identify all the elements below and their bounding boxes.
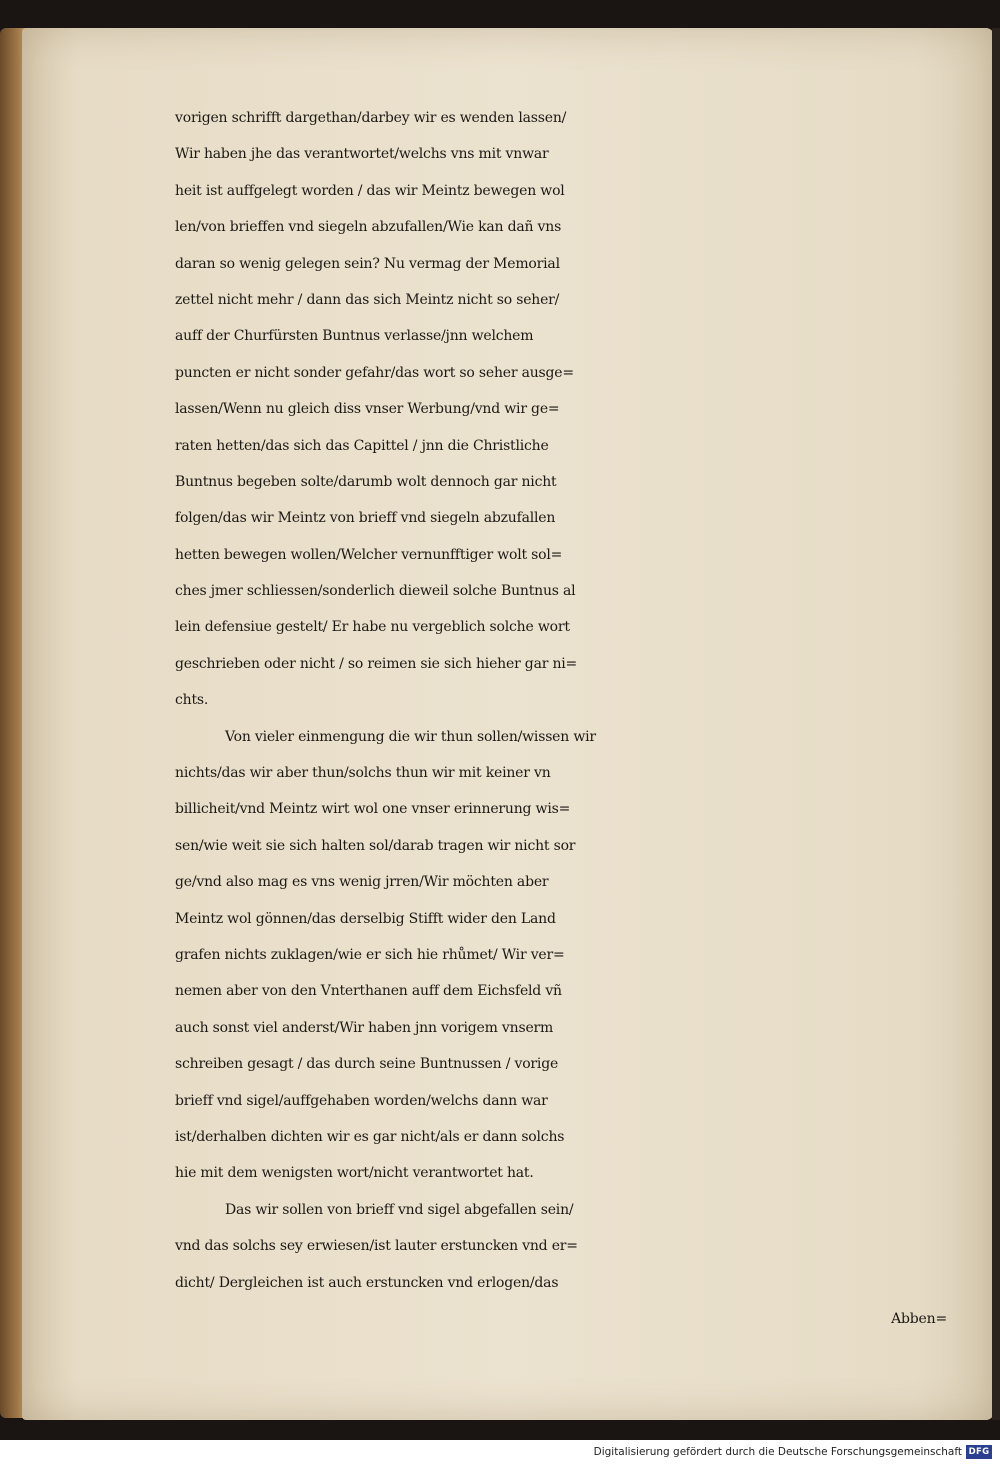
text-line: sen/wie weit sie sich halten sol/darab tragen wir nicht sor (175, 837, 576, 854)
text-line: auff der Churfürsten Buntnus verlasse/jnn welchem (175, 328, 534, 345)
text-line: geschrieben oder nicht / so reimen sie sich hieher gar ni= (175, 655, 578, 672)
text-line: ches jmer schliessen/sonderlich dieweil solche Buntnus al (175, 583, 576, 600)
text-line: lein defensiue gestelt/ Er habe nu vergeblich solche wort (175, 619, 570, 636)
text-line: grafen nichts zuklagen/wie er sich hie rhůmet/ Wir ver= (175, 946, 565, 963)
paragraph-start-line: Von vieler einmengung die wir thun sollen/wissen wir (225, 728, 596, 745)
text-line: hetten bewegen wollen/Welcher vernunfftiger wolt sol= (175, 546, 563, 563)
text-line: nichts/das wir aber thun/solchs thun wir mit keiner vn (175, 765, 551, 782)
text-line: lassen/Wenn nu gleich diss vnser Werbung/vnd wir ge= (175, 401, 560, 418)
text-line: Buntnus begeben solte/darumb wolt dennoch gar nicht (175, 473, 557, 490)
text-line: raten hetten/das sich das Capittel / jnn die Christliche (175, 437, 549, 454)
binding-gutter (992, 28, 1000, 1420)
text-line: schreiben gesagt / das durch seine Buntnussen / vorige (175, 1056, 559, 1073)
text-line: ist/derhalben dichten wir es gar nicht/als er dann solchs (175, 1128, 565, 1145)
text-line: dicht/ Dergleichen ist auch erstuncken vnd erlogen/das (175, 1274, 559, 1291)
text-line: zettel nicht mehr / dann das sich Meintz nicht so seher/ (175, 291, 560, 308)
text-line: folgen/das wir Meintz von brieff vnd siegeln abzufallen (175, 510, 556, 527)
blackletter-text-block (175, 100, 975, 1337)
text-line: vorigen schrifft dargethan/darbey wir es wenden lassen/ (175, 110, 567, 126)
paragraph-start-line: Das wir sollen von brieff vnd sigel abgefallen sein/ (225, 1201, 574, 1218)
text-line: hie mit dem wenigsten wort/nicht verantwortet hat. (175, 1165, 534, 1182)
text-line: Wir haben jhe das verantwortet/welchs vns mit vnwar (175, 146, 549, 163)
text-line: nemen aber von den Vnterthanen auff dem Eichsfeld vñ (175, 983, 562, 1000)
text-line: auch sonst viel anderst/Wir haben jnn vorigem vnserm (175, 1019, 554, 1036)
funding-credit: Digitalisierung gefördert durch die Deutsche Forschungsgemeinschaft (593, 1446, 962, 1458)
text-line: len/von brieffen vnd siegeln abzufallen/Wie kan dañ vns (175, 219, 562, 236)
text-line: billicheit/vnd Meintz wirt wol one vnser erinnerung wis= (175, 801, 571, 818)
dfg-logo-icon: DFG (966, 1445, 992, 1459)
text-line: Meintz wol gönnen/das derselbig Stifft wider den Land (175, 910, 556, 927)
text-line: heit ist auffgelegt worden / das wir Meintz bewegen wol (175, 182, 565, 199)
text-line: puncten er nicht sonder gefahr/das wort so seher ausge= (175, 364, 574, 381)
text-line: ge/vnd also mag es vns wenig jrren/Wir möchten aber (175, 874, 549, 891)
footer-bar (0, 1440, 1000, 1465)
text-line: vnd das solchs sey erwiesen/ist lauter erstuncken vnd er= (175, 1238, 578, 1255)
text-line: chts. (175, 692, 209, 709)
text-line: brieff vnd sigel/auffgehaben worden/welchs dann war (175, 1092, 548, 1109)
text-line: daran so wenig gelegen sein? Nu vermag der Memorial (175, 255, 560, 272)
catchword: Abben= (891, 1310, 947, 1327)
